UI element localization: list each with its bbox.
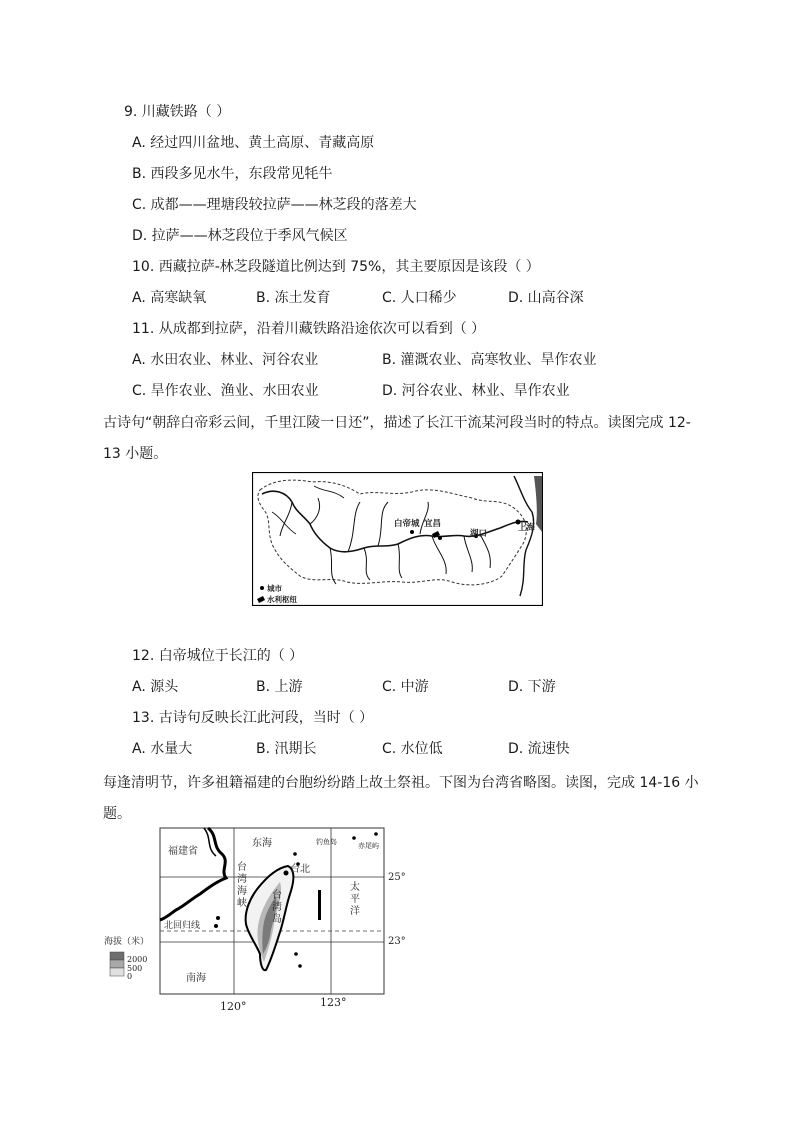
label-south-sea: 南海 (186, 973, 206, 984)
q10-stem: 10. 西藏拉萨-林芝段隧道比例达到 75%，其主要原因是该段（ ） (132, 259, 540, 275)
label-taipei: 台北 (290, 864, 310, 875)
q12-stem: 12. 白帝城位于长江的（ ） (132, 648, 304, 664)
q10-option-d: D. 山高谷深 (508, 290, 584, 306)
legend-dam: 水利枢纽 (267, 595, 297, 604)
q9-stem: 9. 川藏铁路（ ） (124, 104, 231, 120)
label-lon-123: 123° (320, 996, 347, 1009)
q12-option-b: B. 上游 (256, 679, 303, 695)
q13-stem: 13. 古诗句反映长江此河段，当时（ ） (132, 710, 374, 726)
label-yichang: 宜昌 (424, 519, 442, 529)
q12-option-c: C. 中游 (382, 679, 429, 695)
q13-option-b: B. 汛期长 (256, 741, 317, 757)
q9-option-b: B. 西段多见水牛，东段常见牦牛 (132, 166, 333, 182)
label-diaoyu: 钓鱼岛 (316, 838, 337, 846)
q13-option-a: A. 水量大 (132, 741, 193, 757)
q11-option-d: D. 河谷农业、林业、旱作农业 (382, 383, 570, 399)
label-baidi: 白帝城 (394, 519, 420, 529)
q13-option-c: C. 水位低 (382, 741, 443, 757)
label-strait-3: 海 (237, 886, 247, 897)
label-pacific-3: 洋 (350, 906, 360, 917)
legend-elev-0: 0 (127, 972, 133, 981)
q9-option-a: A. 经过四川盆地、黄土高原、青藏高原 (132, 135, 375, 151)
q13-option-d: D. 流速快 (508, 741, 570, 757)
label-strait-1: 台 (237, 862, 247, 873)
q11-option-b: B. 灌溉农业、高寒牧业、旱作农业 (382, 352, 597, 368)
yangtze-river-map (252, 472, 543, 606)
legend-city-icon (260, 586, 264, 590)
label-chiwei: 赤尾屿 (358, 842, 379, 850)
q12-option-d: D. 下游 (508, 679, 556, 695)
q10-option-c: C. 人口稀少 (382, 290, 457, 306)
label-island-3: 岛 (272, 914, 282, 925)
label-strait-2: 湾 (237, 874, 247, 885)
label-tropic-of-cancer: 北回归线 (164, 921, 201, 931)
q10-option-a: A. 高寒缺氧 (132, 290, 207, 306)
q9-option-d: D. 拉萨——林芝段位于季风气候区 (132, 228, 348, 244)
passage-yangtze: 古诗句“朝辞白帝彩云间，千里江陵一日还”，描述了长江干流某河段当时的特点。读图完成 12-13 小题。 (103, 415, 691, 462)
legend-elevation-title: 海拔（米） (104, 937, 150, 947)
label-lon-120: 120° (220, 1000, 247, 1013)
q12-option-a: A. 源头 (132, 679, 179, 695)
q10-option-b: B. 冻土发育 (256, 290, 331, 306)
label-island-2: 湾 (272, 902, 282, 913)
passage-taiwan: 每逢清明节，许多祖籍福建的台胞纷纷踏上故土祭祖。下图为台湾省略图。读图，完成 14-16 小题。 (103, 775, 699, 822)
label-hukou: 湖口 (470, 529, 488, 539)
label-shanghai: 上海 (518, 523, 536, 533)
taipei-dot (284, 871, 289, 876)
label-lat-25: 25° (388, 872, 406, 883)
yichang-dot (438, 536, 442, 540)
q11-option-c: C. 旱作农业、渔业、水田农业 (132, 383, 319, 399)
legend-city: 城市 (267, 584, 282, 593)
taiwan-map (100, 826, 420, 1016)
q11-stem: 11. 从成都到拉萨，沿着川藏铁路沿途依次可以看到（ ） (132, 321, 486, 337)
label-fujian: 福建省 (168, 846, 198, 857)
baidi-city-dot (410, 530, 414, 534)
legend-elev-2000: 2000 (127, 955, 148, 964)
q11-option-a: A. 水田农业、林业、河谷农业 (132, 352, 319, 368)
legend-elev-500: 500 (127, 964, 143, 973)
label-lat-23: 23° (388, 936, 406, 947)
label-island-1: 台 (272, 890, 282, 901)
label-pacific-2: 平 (350, 894, 360, 905)
label-east-sea: 东海 (252, 838, 272, 849)
q9-option-c: C. 成都——理塘段较拉萨——林芝段的落差大 (132, 197, 417, 213)
label-strait-4: 峡 (237, 898, 247, 909)
label-pacific-1: 太 (350, 882, 360, 893)
